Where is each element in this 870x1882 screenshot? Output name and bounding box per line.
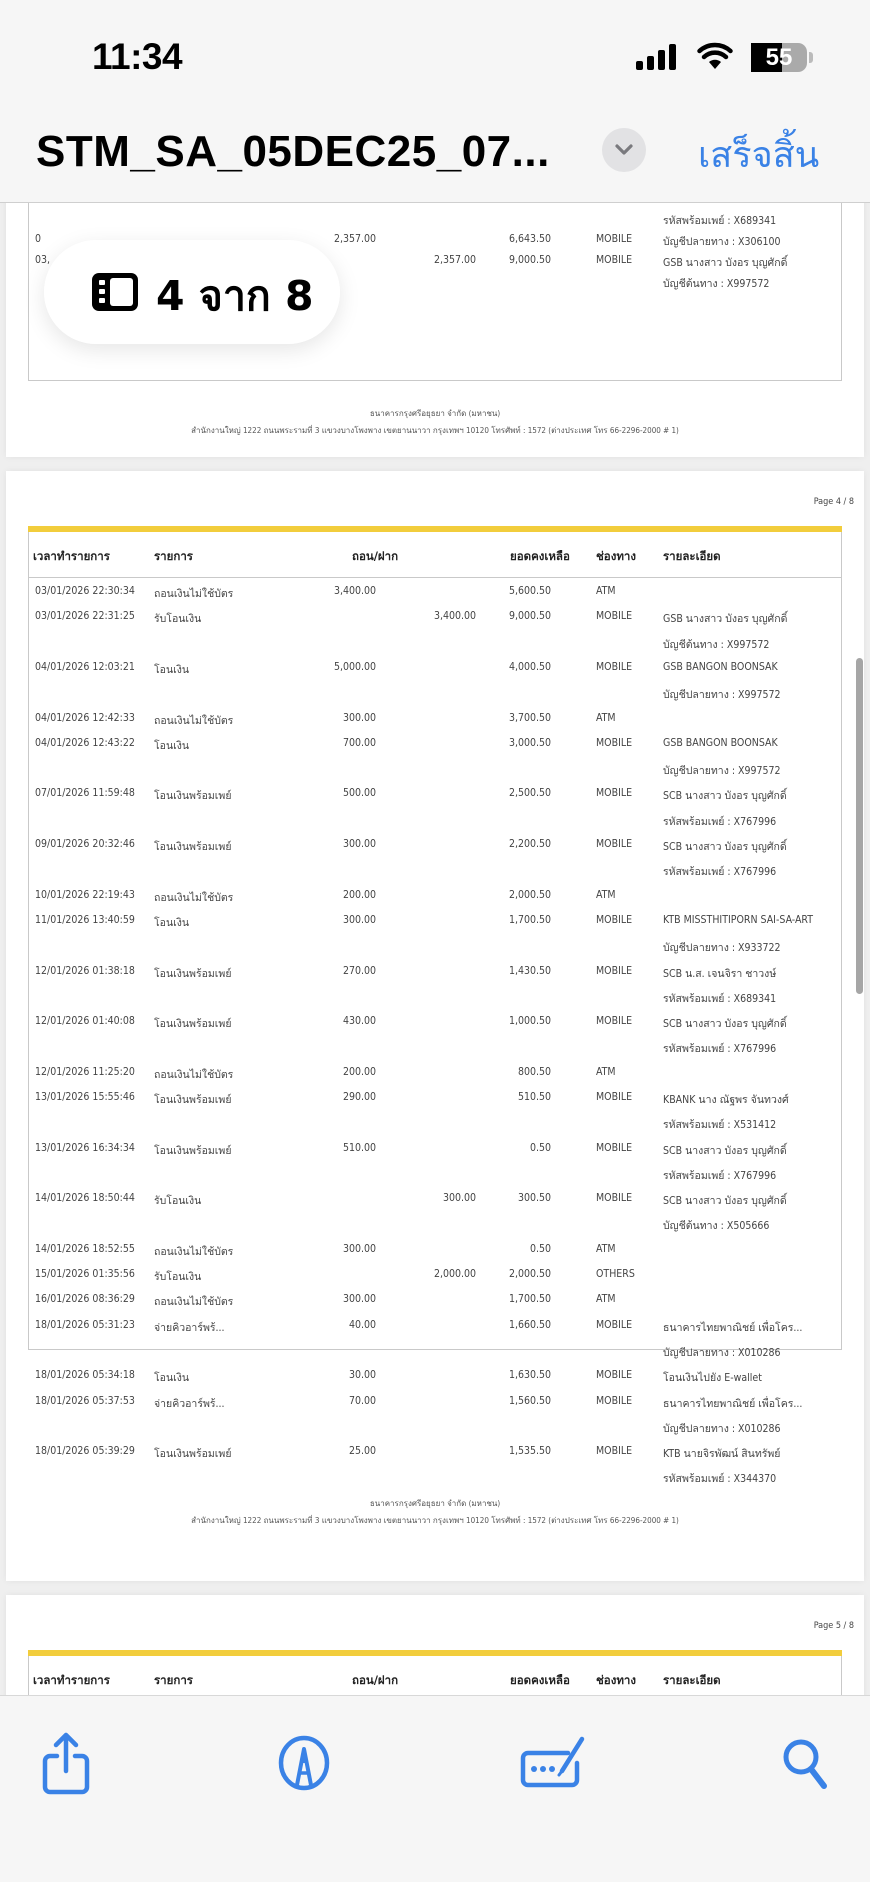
search-button[interactable] [776,1728,836,1798]
cell-description: จ่ายคิวอาร์พร้... [154,1321,225,1334]
cell-description: จ่ายคิวอาร์พร้... [154,1397,225,1410]
cell-description: รับโอนเงิน [154,613,202,626]
cell-withdrawal: 300.00 [342,838,376,850]
cell-balance: 2,500.50 [508,787,551,800]
cell-detail: GSB BANGON BOONSAK [663,660,778,673]
cell-channel: MOBILE [596,1318,633,1331]
header-datetime: เวลาทำรายการ [33,1673,110,1687]
cell-detail: บัญชีปลายทาง : X306100 [663,236,781,248]
cell-withdrawal: 300.00 [342,913,376,926]
cell-detail: SCB นางสาว บังอร บุญศักดิ์ [663,841,787,853]
header-balance: ยอดคงเหลือ [510,549,570,563]
cell-detail: GSB BANGON BOONSAK [663,736,778,749]
cell-datetime: 15/01/2026 01:35:56 [35,1268,135,1281]
cell-balance: 1,630.50 [508,1369,551,1382]
cell-channel: OTHERS [596,1268,635,1281]
bank-address-footer: สำนักงานใหญ่ 1222 ถนนพระรามที่ 3 แขวงบางโพงพาง เขตยานนาวา กรุงเทพฯ 10120 โทรศัพท์ : 1572 (ต่างประเทศ โทร 66-2296-2000 # 1) [191,426,679,435]
cell-balance: 2,200.50 [508,838,551,850]
fill-and-sign-button[interactable] [518,1728,594,1798]
status-time: 11:34 [92,36,183,77]
cell-datetime: 04/01/2026 12:03:21 [35,660,135,673]
table-row [29,605,841,656]
cell-withdrawal: 200.00 [342,1065,376,1078]
table-row [29,1390,841,1441]
page-number-label: Page 4 / 8 [813,497,854,507]
search-icon [780,1735,832,1791]
cell-channel: ATM [596,1242,616,1255]
pdf-page-4 [6,471,864,1581]
table-row [29,1440,841,1491]
cell-withdrawal: 300.00 [342,1293,376,1306]
cell-balance: 5,600.50 [508,585,551,597]
header-balance: ยอดคงเหลือ [510,1673,570,1687]
bank-name-footer: ธนาคารกรุงศรีอยุธยา จำกัด (มหาชน) [369,1499,501,1508]
table-row [29,1288,841,1313]
cell-detail: รหัสพร้อมเพย์ : X767996 [663,866,777,879]
table-row [29,1314,841,1365]
markup-button[interactable] [274,1728,334,1798]
cell-detail: โอนเงินไปยัง E-wallet [663,1372,762,1385]
cell-detail: รหัสพร้อมเพย์ : X344370 [663,1473,777,1486]
cell-description: ถอนเงินไม่ใช้บัตร [154,714,234,727]
table-row [29,960,841,1011]
cell-balance: 1,660.50 [508,1318,551,1331]
cell-channel: MOBILE [596,787,633,800]
cell-detail: KTB MISSTHITIPORN SAI-SA-ART [663,913,813,926]
cell-balance: 800.50 [517,1065,551,1078]
cell-description: ถอนเงินไม่ใช้บัตร [154,891,234,904]
cell-datetime: 03, [35,254,51,266]
table-row [29,1061,841,1086]
cell-detail: ธนาคารไทยพาณิชย์ เพื่อโคร... [663,1397,803,1410]
cell-datetime: 13/01/2026 16:34:34 [35,1141,135,1154]
cell-withdrawal: 510.00 [342,1141,376,1154]
cell-balance: 1,430.50 [508,964,551,977]
cell-description: รับโอนเงิน [154,1195,202,1208]
done-button[interactable]: เสร็จสิ้น [698,135,820,176]
cell-description: โอนเงินพร้อมเพย์ [154,1448,232,1461]
cell-detail: รหัสพร้อมเพย์ : X689341 [663,215,777,227]
cell-detail: KBANK นาง ณัฐพร จันทวงศ์ [663,1094,789,1106]
cell-channel: ATM [596,888,616,901]
cell-detail: GSB นางสาว บังอร บุญศักดิ์ [663,613,788,626]
cell-detail: SCB นางสาว บังอร บุญศักดิ์ [663,1195,787,1208]
cell-channel: MOBILE [596,1445,633,1458]
header-detail: รายละเอียด [663,1673,721,1687]
table-row [29,1364,841,1389]
cell-withdrawal: 2,357.00 [333,233,376,245]
sidebar-thumbnails-icon [90,271,140,313]
header-amount: ถอน/ฝาก [352,549,399,563]
cell-datetime: 12/01/2026 01:40:08 [35,1015,135,1028]
bottom-toolbar [0,1695,870,1882]
cell-channel: MOBILE [596,233,633,245]
document-title[interactable]: STM_SA_05DEC25_07... [36,127,550,176]
cell-balance: 9,000.50 [508,610,551,623]
cell-description: รับโอนเงิน [154,1271,202,1284]
cell-withdrawal: 430.00 [342,1015,376,1028]
signature-icon [518,1735,594,1791]
cell-detail: KTB นายจิรพัฒน์ สินทรัพย์ [663,1448,781,1461]
cell-balance: 9,000.50 [508,254,551,266]
cell-datetime: 07/01/2026 11:59:48 [35,787,135,800]
cell-datetime: 12/01/2026 01:38:18 [35,964,135,977]
cell-withdrawal: 40.00 [348,1318,376,1331]
cell-detail: รหัสพร้อมเพย์ : X767996 [663,1169,777,1182]
cell-balance: 1,700.50 [508,913,551,926]
bank-address-footer: สำนักงานใหญ่ 1222 ถนนพระรามที่ 3 แขวงบางโพงพาง เขตยานนาวา กรุงเทพฯ 10120 โทรศัพท์ : 1572 (ต่างประเทศ โทร 66-2296-2000 # 1) [191,1516,679,1525]
cell-balance: 6,643.50 [508,233,551,245]
cell-channel: MOBILE [596,610,633,623]
cell-deposit: 3,400.00 [433,610,476,623]
cell-deposit: 300.00 [442,1192,476,1205]
pdf-document-viewport[interactable] [0,203,870,1695]
cell-datetime: 04/01/2026 12:43:22 [35,736,135,749]
table-row [29,1238,841,1263]
cell-detail: ธนาคารไทยพาณิชย์ เพื่อโคร... [663,1321,803,1334]
cell-description: โอนเงินพร้อมเพย์ [154,841,232,853]
table-row [29,909,841,960]
cell-balance: 510.50 [517,1091,551,1103]
navigation-bar [0,100,870,203]
cell-balance: 300.50 [517,1192,551,1205]
cell-withdrawal: 3,400.00 [333,585,376,597]
cell-channel: MOBILE [596,1192,633,1205]
cell-description: โอนเงินพร้อมเพย์ [154,1144,232,1157]
cell-datetime: 18/01/2026 05:39:29 [35,1445,135,1458]
cell-detail: บัญชีต้นทาง : X997572 [663,278,770,290]
markup-pen-icon [277,1735,331,1791]
cell-description: โอนเงิน [154,916,190,929]
table-row [29,707,841,732]
cell-deposit: 2,357.00 [433,254,476,266]
cell-detail: บัญชีปลายทาง : X997572 [663,689,781,702]
title-menu-button[interactable] [602,128,646,172]
header-channel: ช่องทาง [596,1673,636,1687]
cell-channel: MOBILE [596,736,633,749]
cell-balance: 4,000.50 [508,660,551,673]
cell-balance: 3,700.50 [508,711,551,724]
cell-channel: MOBILE [596,838,633,850]
cell-detail: รหัสพร้อมเพย์ : X689341 [663,992,777,1005]
battery-tip [809,52,813,63]
cell-detail: SCB นางสาว บังอร บุญศักดิ์ [663,1018,787,1031]
table-row [29,1010,841,1061]
cell-channel: MOBILE [596,1015,633,1028]
table-row [29,1187,841,1238]
cell-withdrawal: 290.00 [342,1091,376,1103]
table-row [29,833,841,884]
header-datetime: เวลาทำรายการ [33,549,110,563]
table-row [29,656,841,707]
cell-datetime: 13/01/2026 15:55:46 [35,1091,135,1103]
cell-channel: ATM [596,1065,616,1078]
header-detail: รายละเอียด [663,549,721,563]
cell-detail: SCB นางสาว บังอร บุญศักดิ์ [663,1144,787,1157]
cell-datetime: 04/01/2026 12:42:33 [35,711,135,724]
cell-withdrawal: 25.00 [348,1445,376,1458]
cell-detail: รหัสพร้อมเพย์ : X767996 [663,1043,777,1056]
cell-channel: ATM [596,711,616,724]
cell-channel: ATM [596,585,616,597]
page-number-label: Page 5 / 8 [813,1621,854,1631]
cell-balance: 1,560.50 [508,1394,551,1407]
cell-detail: รหัสพร้อมเพย์ : X767996 [663,815,777,828]
chevron-down-icon [614,143,634,157]
table-row [29,732,841,783]
cell-channel: MOBILE [596,1394,633,1407]
cell-channel: MOBILE [596,254,633,266]
cell-description: โอนเงิน [154,1372,190,1385]
cell-datetime: 03/01/2026 22:31:25 [35,610,135,623]
cell-balance: 3,000.50 [508,736,551,749]
cell-detail: บัญชีต้นทาง : X997572 [663,638,770,651]
cell-description: โอนเงินพร้อมเพย์ [154,967,232,980]
header-description: รายการ [154,1673,193,1687]
cell-description: โอนเงิน [154,739,190,752]
cell-datetime: 11/01/2026 13:40:59 [35,913,135,926]
table-row [29,1263,841,1288]
table-header-row [29,532,841,578]
cell-description: โอนเงินพร้อมเพย์ [154,790,232,803]
cell-description: โอนเงินพร้อมเพย์ [154,1094,232,1106]
cell-datetime: 09/01/2026 20:32:46 [35,838,135,850]
cellular-signal-icon [636,44,676,70]
share-button[interactable] [36,1728,96,1798]
cell-balance: 2,000.50 [508,1268,551,1281]
cell-datetime: 10/01/2026 22:19:43 [35,888,135,901]
header-channel: ช่องทาง [596,549,636,563]
cell-datetime: 18/01/2026 05:31:23 [35,1318,135,1331]
cell-withdrawal: 500.00 [342,787,376,800]
cell-detail: บัญชีปลายทาง : X997572 [663,765,781,778]
cell-datetime: 14/01/2026 18:52:55 [35,1242,135,1255]
table-row [29,884,841,909]
cell-datetime: 14/01/2026 18:50:44 [35,1192,135,1205]
cell-channel: ATM [596,1293,616,1306]
cell-channel: MOBILE [596,660,633,673]
cell-withdrawal: 300.00 [342,1242,376,1255]
cell-datetime: 18/01/2026 05:34:18 [35,1369,135,1382]
cell-description: ถอนเงินไม่ใช้บัตร [154,1068,234,1081]
cell-description: ถอนเงินไม่ใช้บัตร [154,1245,234,1258]
header-description: รายการ [154,549,193,563]
cell-detail: SCB นางสาว บังอร บุญศักดิ์ [663,790,787,803]
cell-withdrawal: 300.00 [342,711,376,724]
table-row [29,1137,841,1188]
cell-detail: บัญชีปลายทาง : X010286 [663,1346,781,1359]
cell-datetime: 0 [35,233,42,245]
cell-channel: MOBILE [596,964,633,977]
cell-balance: 2,000.50 [508,888,551,901]
cell-datetime: 16/01/2026 08:36:29 [35,1293,135,1306]
cell-detail: SCB น.ส. เจนจิรา ชาวงษ์ [663,967,777,980]
cell-datetime: 03/01/2026 22:30:34 [35,585,135,597]
bank-name-footer: ธนาคารกรุงศรีอยุธยา จำกัด (มหาชน) [369,409,501,418]
cell-withdrawal: 5,000.00 [333,660,376,673]
cell-withdrawal: 30.00 [348,1369,376,1382]
wifi-icon [698,42,732,70]
cell-channel: MOBILE [596,1369,633,1382]
cell-withdrawal: 70.00 [348,1394,376,1407]
page-indicator-button[interactable] [44,240,340,344]
cell-balance: 1,700.50 [508,1293,551,1306]
header-amount: ถอน/ฝาก [352,1673,399,1687]
vertical-scrollbar[interactable] [856,658,863,994]
cell-channel: MOBILE [596,1141,633,1154]
cell-withdrawal: 270.00 [342,964,376,977]
cell-withdrawal: 700.00 [342,736,376,749]
table-row [29,580,841,605]
share-icon [40,1731,92,1795]
page-indicator-text: 4 จาก 8 [156,272,314,320]
cell-balance: 1,535.50 [508,1445,551,1458]
cell-withdrawal: 200.00 [342,888,376,901]
cell-detail: บัญชีปลายทาง : X010286 [663,1422,781,1435]
cell-balance: 1,000.50 [508,1015,551,1028]
cell-datetime: 12/01/2026 11:25:20 [35,1065,135,1078]
battery-level: 55 [765,44,793,71]
cell-channel: MOBILE [596,1091,633,1103]
cell-description: ถอนเงินไม่ใช้บัตร [154,588,234,600]
cell-deposit: 2,000.00 [433,1268,476,1281]
cell-detail: รหัสพร้อมเพย์ : X531412 [663,1119,777,1132]
cell-description: โอนเงินพร้อมเพย์ [154,1018,232,1031]
cell-detail: บัญชีปลายทาง : X933722 [663,942,781,955]
battery-icon [751,43,807,72]
transactions-table [28,532,842,1486]
cell-description: ถอนเงินไม่ใช้บัตร [154,1296,234,1309]
cell-balance: 0.50 [529,1242,551,1255]
cell-datetime: 18/01/2026 05:37:53 [35,1394,135,1407]
table-row [29,782,841,833]
cell-channel: MOBILE [596,913,633,926]
table-row [29,1086,841,1137]
cell-detail: GSB นางสาว บังอร บุญศักดิ์ [663,257,788,269]
cell-description: โอนเงิน [154,663,190,676]
status-bar [0,0,870,100]
cell-detail: บัญชีต้นทาง : X505666 [663,1220,770,1233]
cell-balance: 0.50 [529,1141,551,1154]
